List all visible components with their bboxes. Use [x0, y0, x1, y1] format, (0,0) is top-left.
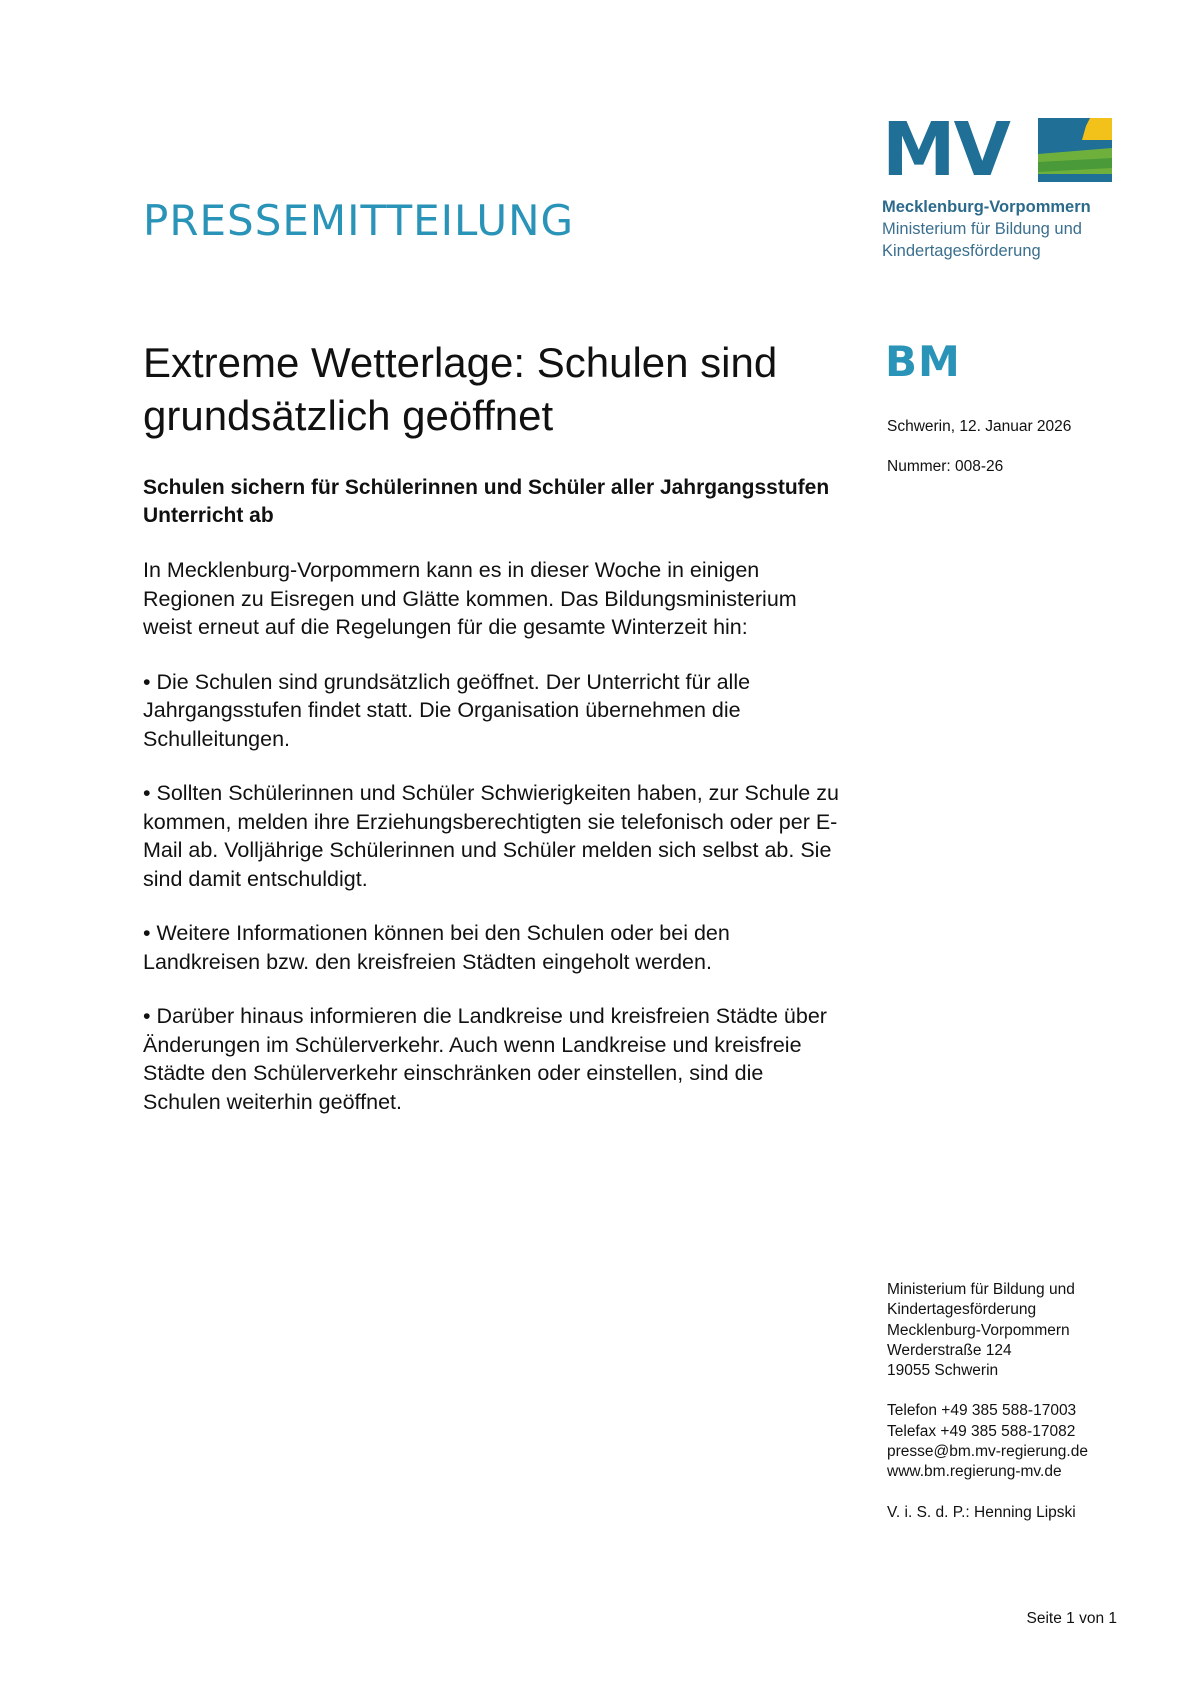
bullet-paragraph: • Die Schulen sind grundsätzlich geöffnet. Der Unterricht für alle Jahrgangsstufen findet statt. Die Organisation übernehmen die Schulleitungen. [143, 669, 751, 751]
bm-abbreviation: BM [885, 337, 961, 386]
bullet-paragraph: • Sollten Schülerinnen und Schüler Schwierigkeiten haben, zur Schule zu kommen, melden ihre Erziehungsberechtigten sie telefonisch oder per E-Mail ab. Volljährige Schülerinnen und Schüler melden sich selbst ab. Sie sind damit entschuldigt. [143, 781, 839, 891]
spacer [887, 1483, 1147, 1503]
bullet-paragraph: • Weitere Informationen können bei den Schulen oder bei den Landkreisen bzw. den kreisfreien Städten eingeholt werden. [143, 921, 730, 974]
press-release-label: PRESSEMITTEILUNG [143, 196, 575, 245]
release-number: Nummer: 008-26 [887, 458, 1004, 475]
website-link[interactable]: www.bm.regierung-mv.de [887, 1463, 1062, 1481]
address-line: Kindertagesförderung [887, 1301, 1037, 1319]
logo-letters: MV [882, 107, 1009, 193]
press-release-body [143, 336, 843, 1116]
bullet-paragraph: • Darüber hinaus informieren die Landkreise und kreisfreien Städte über Änderungen im Schülerverkehr. Auch wenn Landkreise und kreisfreie Städte den Schülerverkehr einschränken oder einstellen, sind die Schulen weiterhin geöffnet. [143, 1004, 827, 1114]
logo-line-ministry: Ministerium für Bildung und [882, 220, 1082, 238]
address-line: Ministerium für Bildung und [887, 1281, 1075, 1298]
logo-caption [882, 196, 1118, 262]
mv-ministry-logo [882, 107, 1112, 268]
responsible-person: V. i. S. d. P.: Henning Lipski [887, 1503, 1076, 1521]
release-date: Schwerin, 12. Januar 2026 [887, 418, 1072, 435]
paragraph: In Mecklenburg-Vorpommern kann es in dieser Woche in einigen Regionen zu Eisregen und Glätte kommen. Das Bildungsministerium weist erneut auf die Regelungen für die gesamte Winterzeit hin: [143, 558, 797, 639]
address-line: 19055 Schwerin [887, 1362, 999, 1380]
flag-icon [1038, 118, 1112, 182]
phone-number: Telefon +49 385 588-17003 [887, 1402, 1077, 1420]
email-link[interactable]: presse@bm.mv-regierung.de [887, 1443, 1088, 1461]
fax-number: Telefax +49 385 588-17082 [887, 1422, 1076, 1440]
logo-line-state: Mecklenburg-Vorpommern [882, 198, 1091, 216]
page-number: Seite 1 von 1 [1026, 1610, 1117, 1627]
contact-block [887, 1280, 1147, 1523]
address-line: Mecklenburg-Vorpommern [887, 1321, 1070, 1339]
address-line: Werderstraße 124 [887, 1341, 1012, 1359]
page-title: Extreme Wetterlage: Schulen sind grundsätzlich geöffnet [143, 339, 778, 439]
spacer [887, 1381, 1147, 1401]
logo-line-department: Kindertagesförderung [882, 242, 1041, 260]
subtitle: Schulen sichern für Schülerinnen und Schüler aller Jahrgangsstufen Unterricht ab [143, 476, 830, 527]
